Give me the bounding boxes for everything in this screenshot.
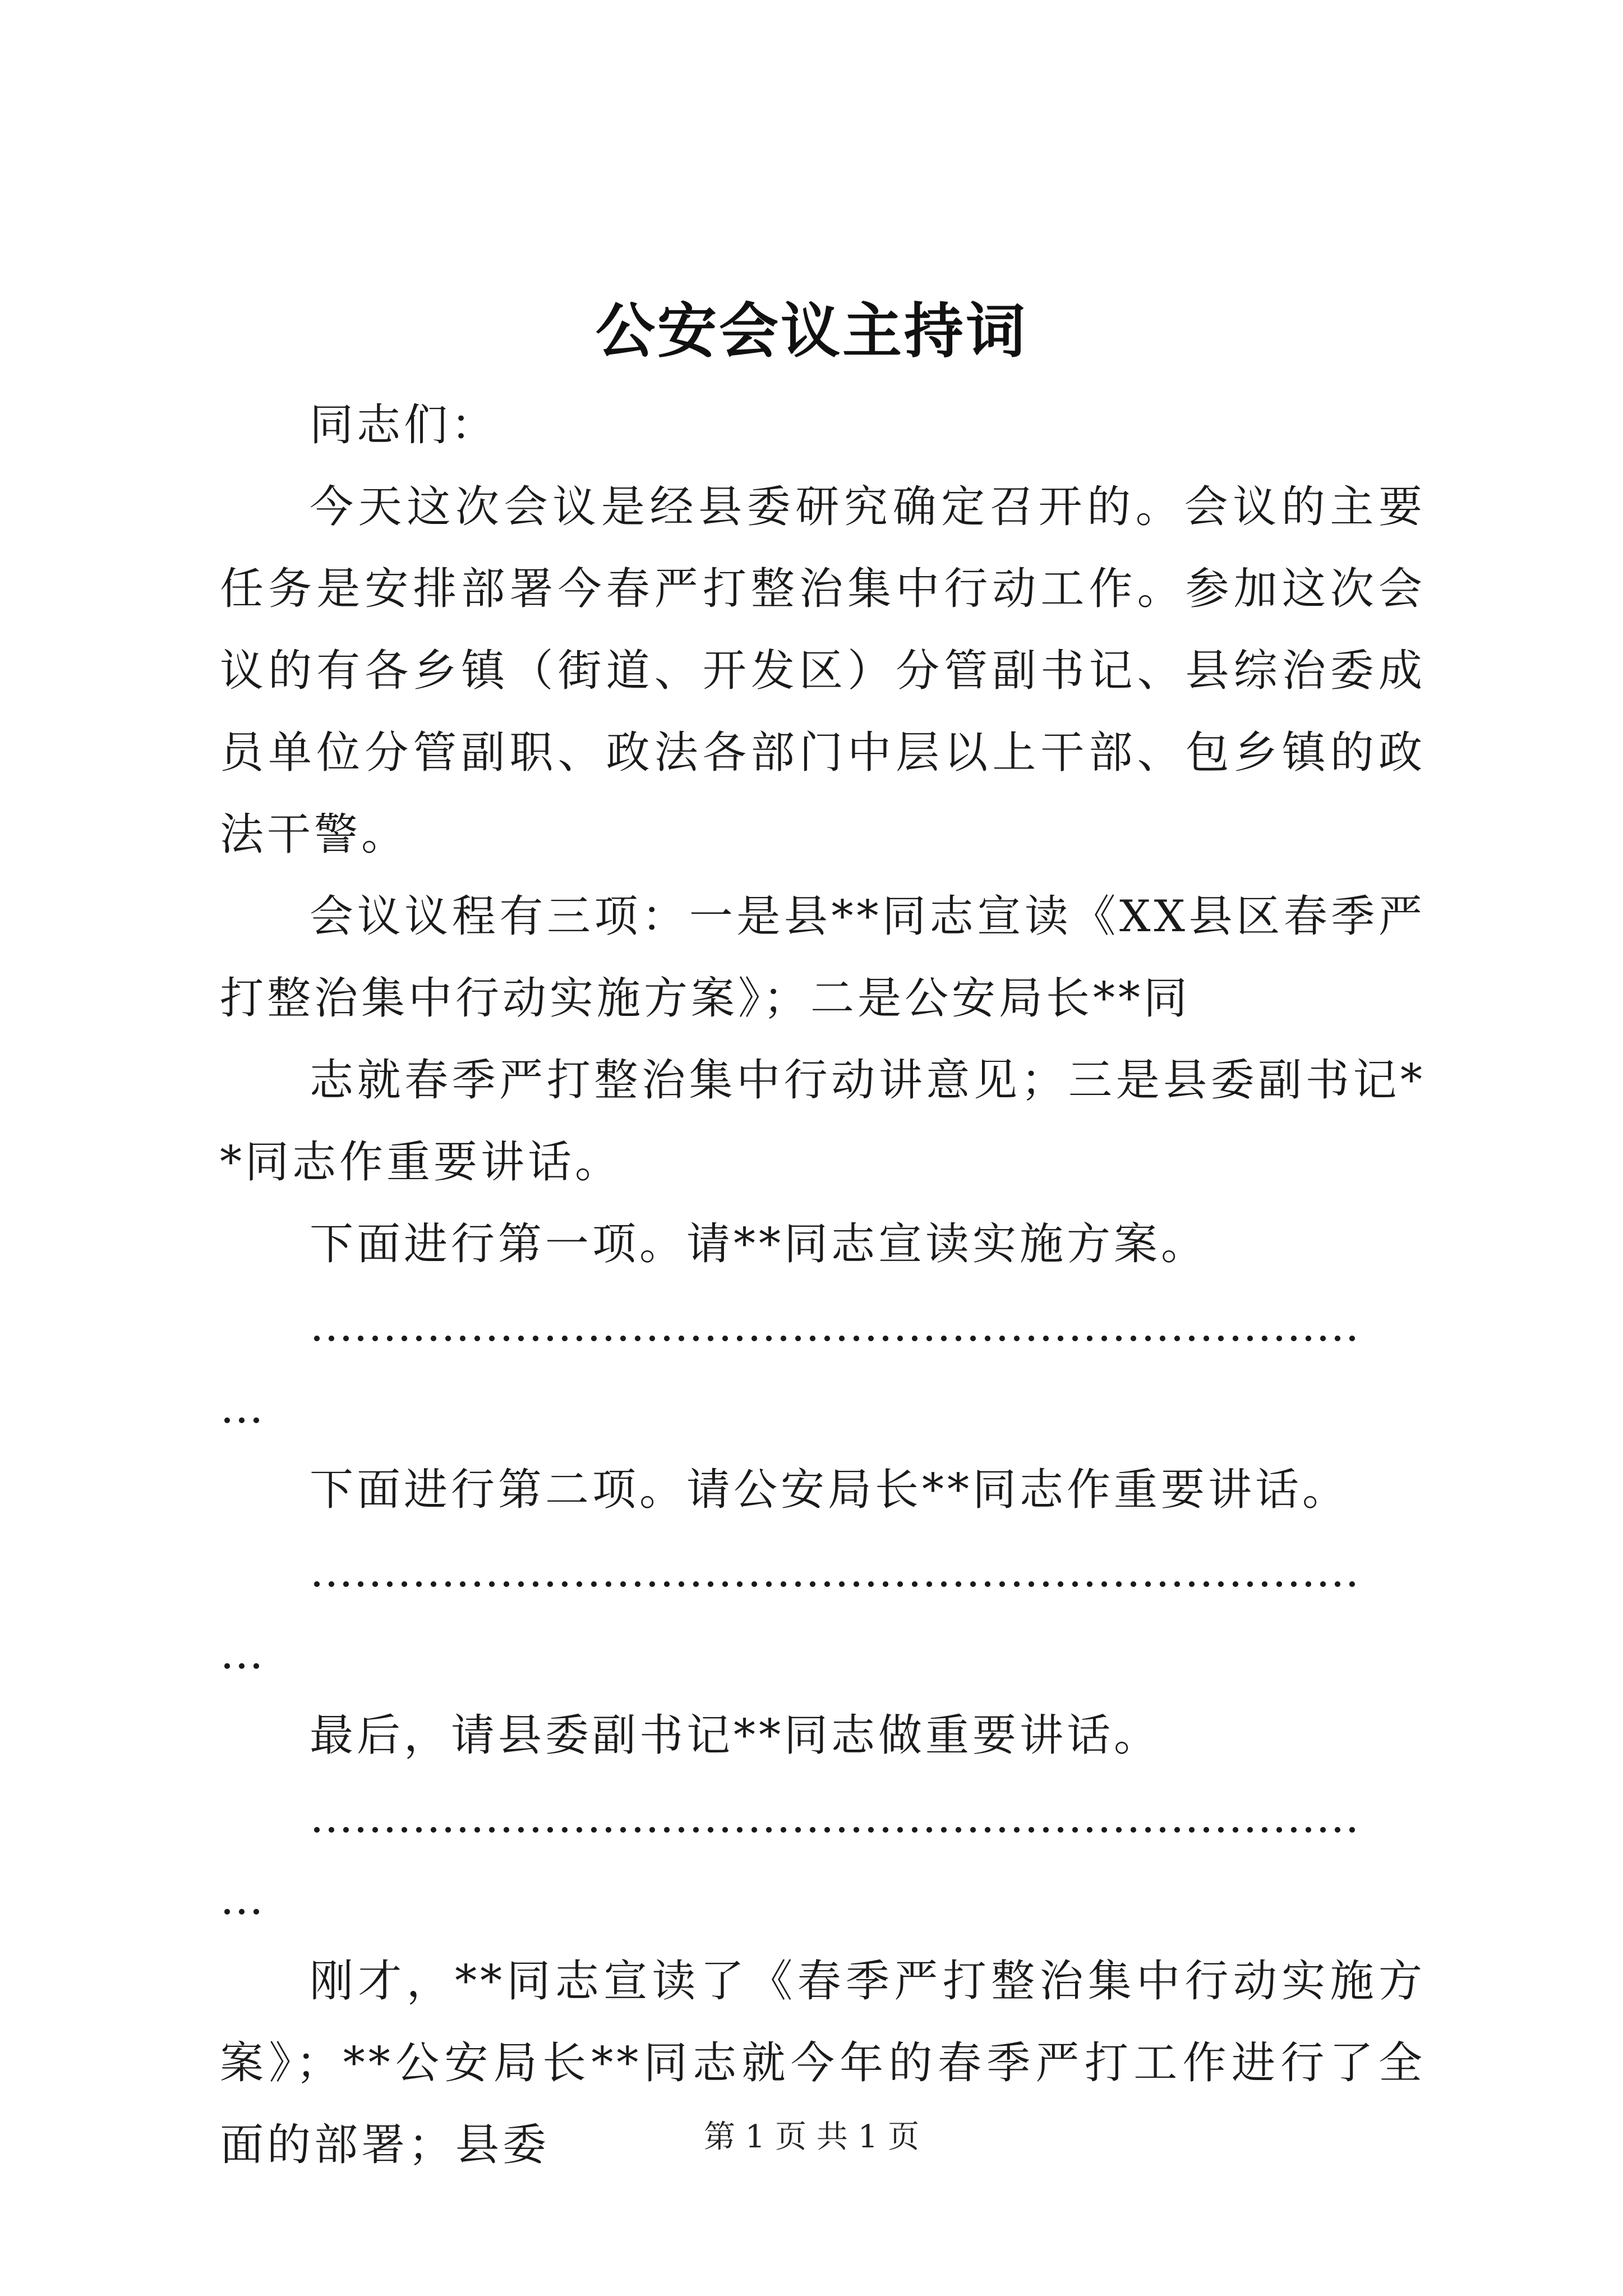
ellipsis-tail: … [220, 1874, 264, 1925]
document-body [220, 384, 1426, 2186]
paragraph-intro: 今天这次会议是经县委研究确定召开的。会议的主要任务是安排部署今春严打整治集中行动工作。参加这次会议的有各乡镇（街道、开发区）分管副书记、县综治委成员单位分管副职、政法各部门中层以上干部、包乡镇的政法干警。 [220, 482, 1426, 860]
paragraph-agenda-cont: 志就春季严打整治集中行动讲意见；三是县委副书记**同志作重要讲话。 [220, 1055, 1426, 1188]
salutation: 同志们： [310, 400, 499, 450]
paragraph-item-3: 最后，请县委副书记**同志做重要讲话。 [310, 1710, 1161, 1761]
ellipsis-line: ……………………………………………………………… [310, 1792, 1359, 1843]
document-title: 公安会议主持词 [596, 296, 1027, 366]
paragraph-agenda: 会议议程有三项：一是县**同志宣读《XX县区春季严打整治集中行动实施方案》；二是公安局长**同 [220, 891, 1426, 1024]
ellipsis-tail: … [220, 1383, 264, 1433]
ellipsis-line: ……………………………………………………………… [310, 1301, 1359, 1351]
ellipsis-tail: … [220, 1628, 264, 1679]
paragraph-item-2: 下面进行第二项。请公安局长**同志作重要讲话。 [310, 1465, 1350, 1515]
paragraph-item-1: 下面进行第一项。请**同志宣读实施方案。 [310, 1219, 1209, 1269]
paragraph-closing: 刚才，**同志宣读了《春季严打整治集中行动实施方案》；**公安局长**同志就今年的春季严打工作进行了全面的部署；县委 [220, 1956, 1426, 2170]
ellipsis-line: ……………………………………………………………… [310, 1547, 1359, 1597]
page-footer: 第 1 页 共 1 页 [703, 2119, 920, 2155]
